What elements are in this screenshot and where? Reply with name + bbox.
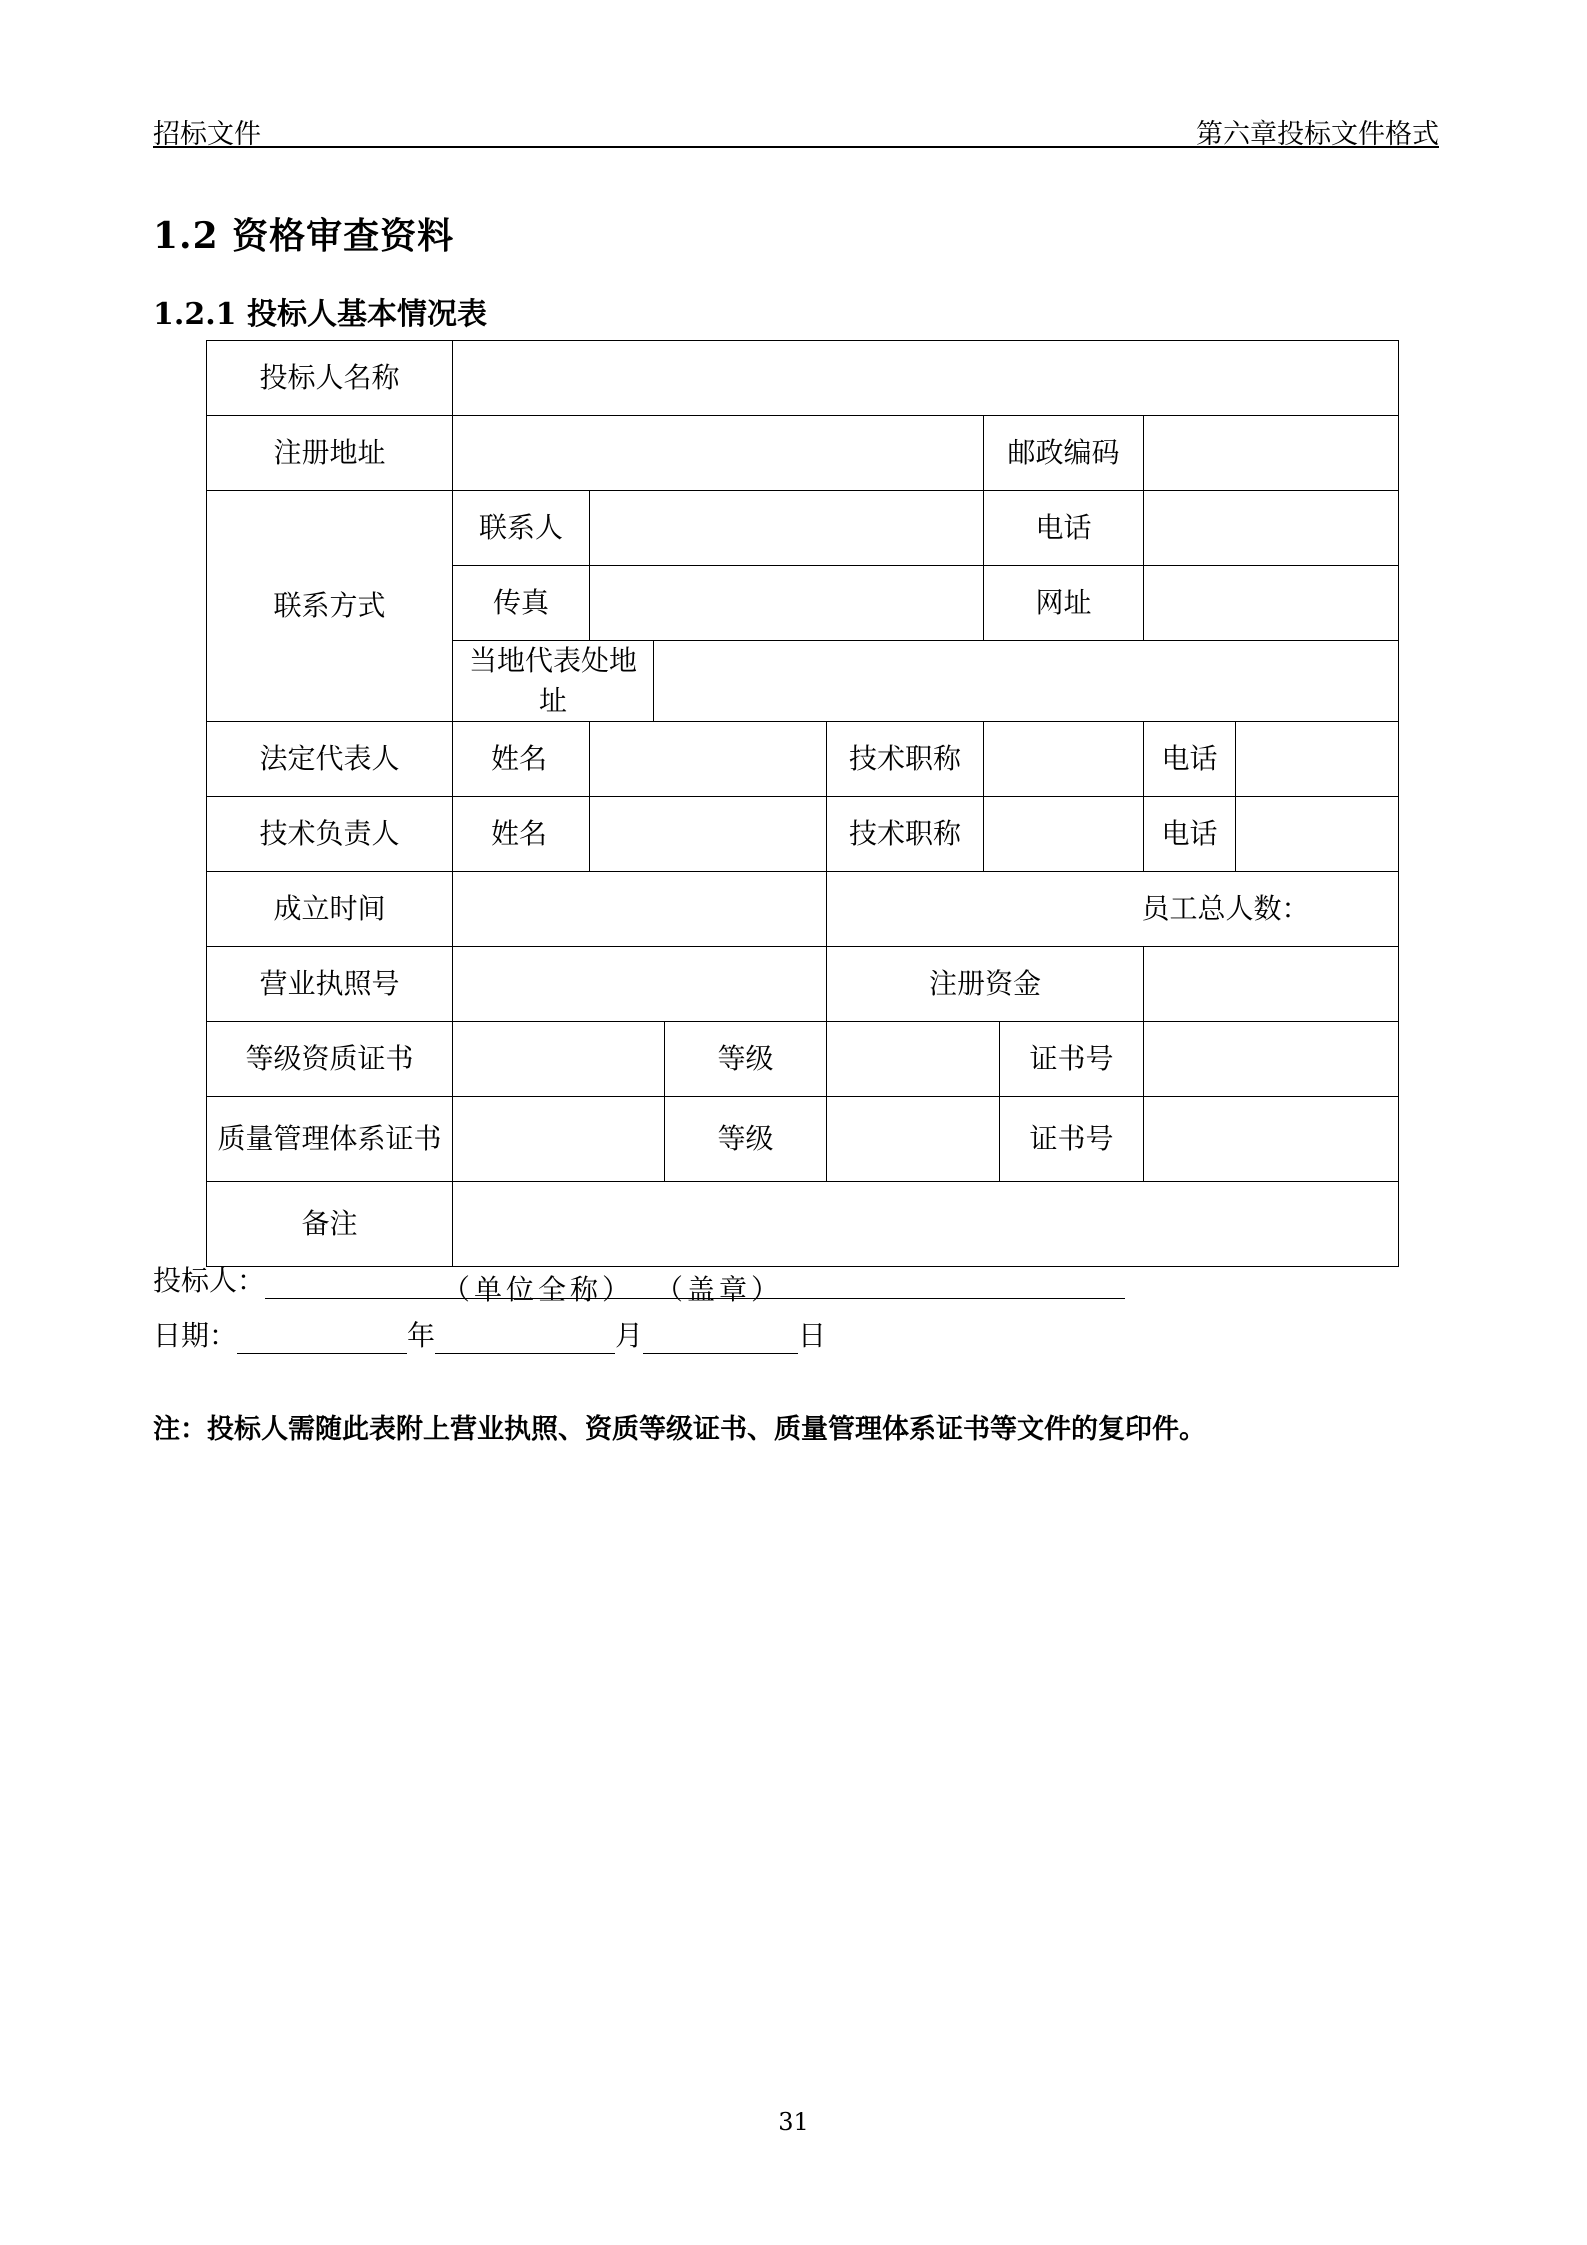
legal-rep-title-label: 技术职称 (827, 722, 984, 797)
qms-cert-grade-value[interactable] (827, 1097, 1000, 1182)
qms-cert-value[interactable] (453, 1097, 665, 1182)
license-no-value[interactable] (453, 947, 827, 1022)
legal-rep-title-value[interactable] (984, 722, 1144, 797)
reg-address-label: 注册地址 (207, 416, 453, 491)
unit-full-name-hint: （单位全称） (442, 1273, 635, 1306)
reg-capital-value[interactable] (1144, 947, 1399, 1022)
qms-cert-no-label: 证书号 (1000, 1097, 1144, 1182)
grade-cert-grade-label: 等级 (665, 1022, 827, 1097)
fax-value[interactable] (590, 566, 984, 641)
grade-cert-no-label: 证书号 (1000, 1022, 1144, 1097)
tech-lead-name-value[interactable] (590, 797, 827, 872)
header-left: 招标文件 (153, 119, 261, 150)
tech-lead-title-label: 技术职称 (827, 797, 984, 872)
legal-rep-name-value[interactable] (590, 722, 827, 797)
website-label: 网址 (984, 566, 1144, 641)
year-field[interactable] (237, 1323, 407, 1354)
year-label: 年 (407, 1319, 436, 1352)
bidder-signature-field[interactable] (265, 1268, 1125, 1306)
bidder-info-table (206, 340, 1399, 1267)
reg-capital-label: 注册资金 (827, 947, 1144, 1022)
tech-lead-name-label: 姓名 (453, 797, 590, 872)
month-label: 月 (615, 1319, 644, 1352)
grade-cert-label: 等级资质证书 (207, 1022, 453, 1097)
local-office-label: 当地代表处地址 (453, 641, 654, 722)
bidder-name-label: 投标人名称 (207, 341, 453, 416)
remarks-label: 备注 (207, 1182, 453, 1267)
qms-cert-grade-label: 等级 (665, 1097, 827, 1182)
established-label: 成立时间 (207, 872, 453, 947)
legal-rep-phone-value[interactable] (1236, 722, 1399, 797)
contact-phone-label: 电话 (984, 491, 1144, 566)
attachment-note: 注：投标人需随此表附上营业执照、资质等级证书、质量管理体系证书等文件的复印件。 (153, 1414, 1206, 1445)
fax-label: 传真 (453, 566, 590, 641)
month-field[interactable] (435, 1323, 615, 1354)
tech-lead-label: 技术负责人 (207, 797, 453, 872)
section-title: 1.2 资格审查资料 (153, 215, 455, 257)
established-value[interactable] (453, 872, 827, 947)
postcode-value[interactable] (1144, 416, 1399, 491)
grade-cert-no-value[interactable] (1144, 1022, 1399, 1097)
day-label: 日 (798, 1319, 827, 1352)
bidder-signature-line (153, 1259, 1125, 1306)
postcode-label: 邮政编码 (984, 416, 1144, 491)
legal-rep-phone-label: 电话 (1144, 722, 1236, 797)
contact-phone-value[interactable] (1144, 491, 1399, 566)
date-line (153, 1314, 826, 1354)
page-number: 31 (778, 2108, 809, 2136)
bidder-label: 投标人： (153, 1264, 266, 1297)
local-office-value[interactable] (654, 641, 1399, 722)
tech-lead-phone-label: 电话 (1144, 797, 1236, 872)
legal-rep-label: 法定代表人 (207, 722, 453, 797)
page-header (153, 112, 1439, 148)
date-label: 日期： (153, 1319, 238, 1352)
bidder-name-value[interactable] (453, 341, 1399, 416)
legal-rep-name-label: 姓名 (453, 722, 590, 797)
subsection-title: 1.2.1 投标人基本情况表 (153, 297, 487, 332)
contact-person-value[interactable] (590, 491, 984, 566)
header-right: 第六章投标文件格式 (1196, 119, 1439, 150)
qms-cert-label: 质量管理体系证书 (207, 1097, 453, 1182)
website-value[interactable] (1144, 566, 1399, 641)
grade-cert-grade-value[interactable] (827, 1022, 1000, 1097)
tech-lead-phone-value[interactable] (1236, 797, 1399, 872)
tech-lead-title-value[interactable] (984, 797, 1144, 872)
staff-total-label: 员工总人数： (827, 872, 1399, 947)
contact-person-label: 联系人 (453, 491, 590, 566)
day-field[interactable] (643, 1323, 798, 1354)
qms-cert-no-value[interactable] (1144, 1097, 1399, 1182)
reg-address-value[interactable] (453, 416, 984, 491)
grade-cert-value[interactable] (453, 1022, 665, 1097)
contact-method-label: 联系方式 (207, 491, 453, 722)
seal-hint: （盖章） (669, 1273, 784, 1306)
remarks-value[interactable] (453, 1182, 1399, 1267)
license-no-label: 营业执照号 (207, 947, 453, 1022)
